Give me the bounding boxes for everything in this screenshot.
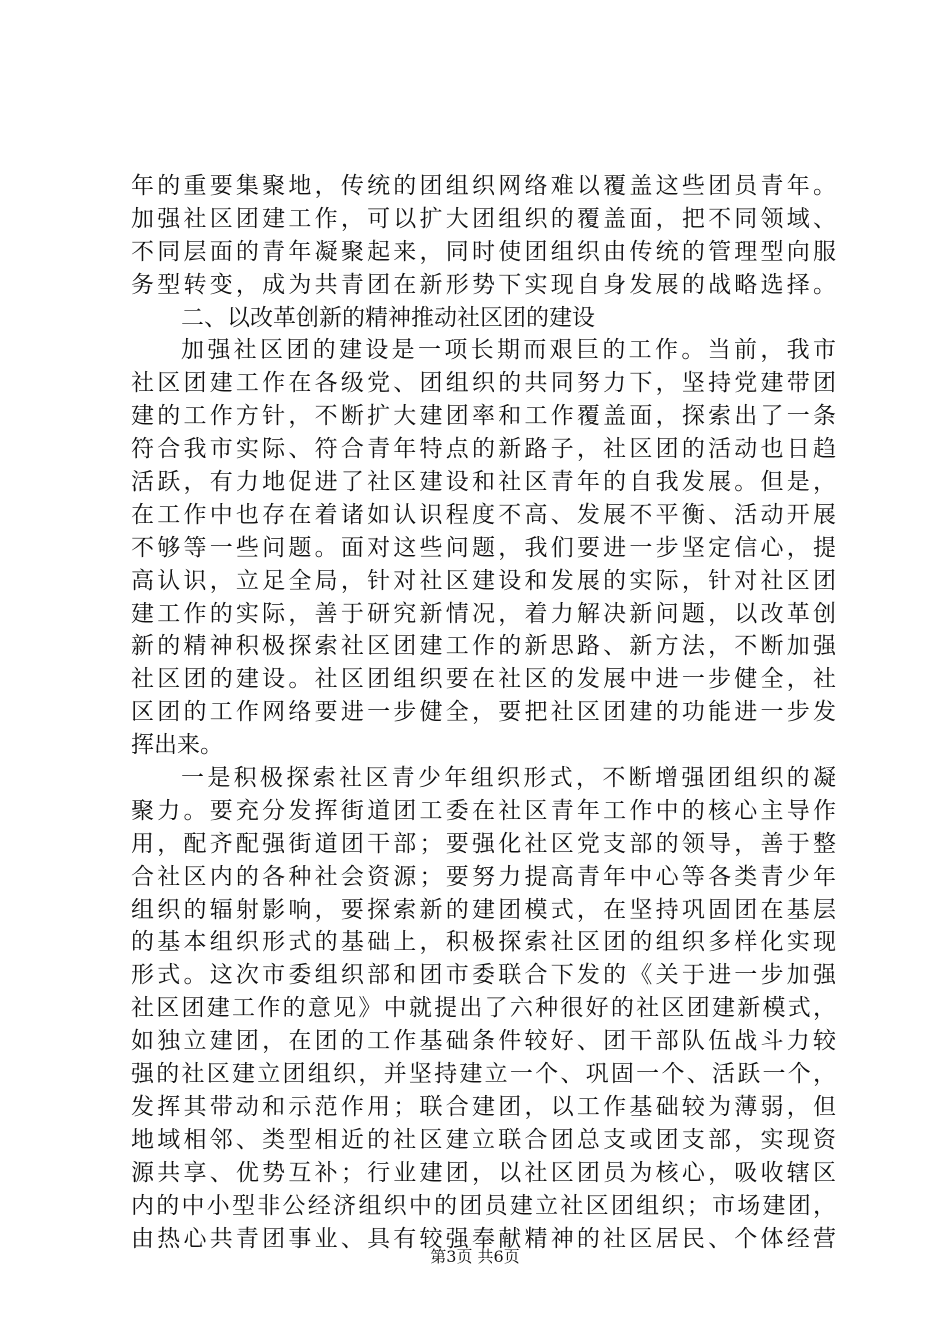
text-line: 一是积极探索社区青少年组织形式，不断增强团组织的凝 bbox=[181, 765, 836, 792]
text-line: 符合我市实际、符合青年特点的新路子，社区团的活动也日趋 bbox=[131, 436, 836, 463]
text-line: 社区团建工作在各级党、团组织的共同努力下，坚持党建带团 bbox=[131, 370, 836, 397]
page-footer bbox=[0, 1244, 950, 1267]
text-line: 用，配齐配强街道团干部；要强化社区党支部的领导，善于整 bbox=[131, 830, 836, 857]
text-line: 社区团建工作的意见》中就提出了六种很好的社区团建新模式， bbox=[131, 995, 836, 1022]
text-line: 的基本组织形式的基础上，积极探索社区团的组织多样化实现 bbox=[131, 929, 836, 956]
text-line: 务型转变，成为共青团在新形势下实现自身发展的战略选择。 bbox=[131, 271, 836, 298]
text-line: 在工作中也存在着诸如认识程度不高、发展不平衡、活动开展 bbox=[131, 501, 836, 528]
text-line: 由热心共青团事业、具有较强奉献精神的社区居民、个体经营 bbox=[131, 1225, 836, 1252]
text-line: 建的工作方针，不断扩大建团率和工作覆盖面，探索出了一条 bbox=[131, 403, 836, 430]
text-line: 加强社区团建工作，可以扩大团组织的覆盖面，把不同领域、 bbox=[131, 205, 836, 232]
text-line: 建工作的实际，善于研究新情况，着力解决新问题，以改革创 bbox=[131, 600, 836, 627]
text-line: 年的重要集聚地，传统的团组织网络难以覆盖这些团员青年。 bbox=[131, 173, 836, 199]
text-line: 区团的工作网络要进一步健全，要把社区团建的功能进一步发 bbox=[131, 699, 836, 726]
text-line: 发挥其带动和示范作用；联合建团，以工作基础较为薄弱，但 bbox=[131, 1093, 836, 1120]
text-line: 不同层面的青年凝聚起来，同时使团组织由传统的管理型向服 bbox=[131, 238, 836, 265]
text-line: 如独立建团，在团的工作基础条件较好、团干部队伍战斗力较 bbox=[131, 1028, 836, 1055]
text-line: 聚力。要充分发挥街道团工委在社区青年工作中的核心主导作 bbox=[131, 797, 836, 824]
text-line: 活跃，有力地促进了社区建设和社区青年的自我发展。但是， bbox=[131, 469, 836, 496]
text-line: 不够等一些问题。面对这些问题，我们要进一步坚定信心，提 bbox=[131, 534, 836, 561]
text-line: 加强社区团的建设是一项长期而艰巨的工作。当前，我市 bbox=[181, 337, 836, 364]
page-number: 第3页 共6页 bbox=[430, 1247, 520, 1266]
text-line: 强的社区建立团组织，并坚持建立一个、巩固一个、活跃一个， bbox=[131, 1061, 836, 1088]
text-line: 组织的辐射影响，要探索新的建团模式，在坚持巩固团在基层 bbox=[131, 896, 836, 923]
text-line: 合社区内的各种社会资源；要努力提高青年中心等各类青少年 bbox=[131, 863, 836, 890]
text-line: 高认识，立足全局，针对社区建设和发展的实际，针对社区团 bbox=[131, 567, 836, 594]
body-text bbox=[131, 170, 836, 1255]
text-line: 社区团的建设。社区团组织要在社区的发展中进一步健全，社 bbox=[131, 666, 836, 693]
text-line: 地域相邻、类型相近的社区建立联合团总支或团支部，实现资 bbox=[131, 1126, 836, 1153]
section-heading: 二、以改革创新的精神推动社区团的建设 bbox=[181, 304, 595, 331]
text-line: 源共享、优势互补；行业建团，以社区团员为核心，吸收辖区 bbox=[131, 1159, 836, 1186]
text-line: 挥出来。 bbox=[131, 732, 223, 759]
text-line: 内的中小型非公经济组织中的团员建立社区团组织；市场建团， bbox=[131, 1192, 836, 1219]
text-line: 新的精神积极探索社区团建工作的新思路、新方法，不断加强 bbox=[131, 633, 836, 660]
text-line: 形式。这次市委组织部和团市委联合下发的《关于进一步加强 bbox=[131, 962, 836, 989]
